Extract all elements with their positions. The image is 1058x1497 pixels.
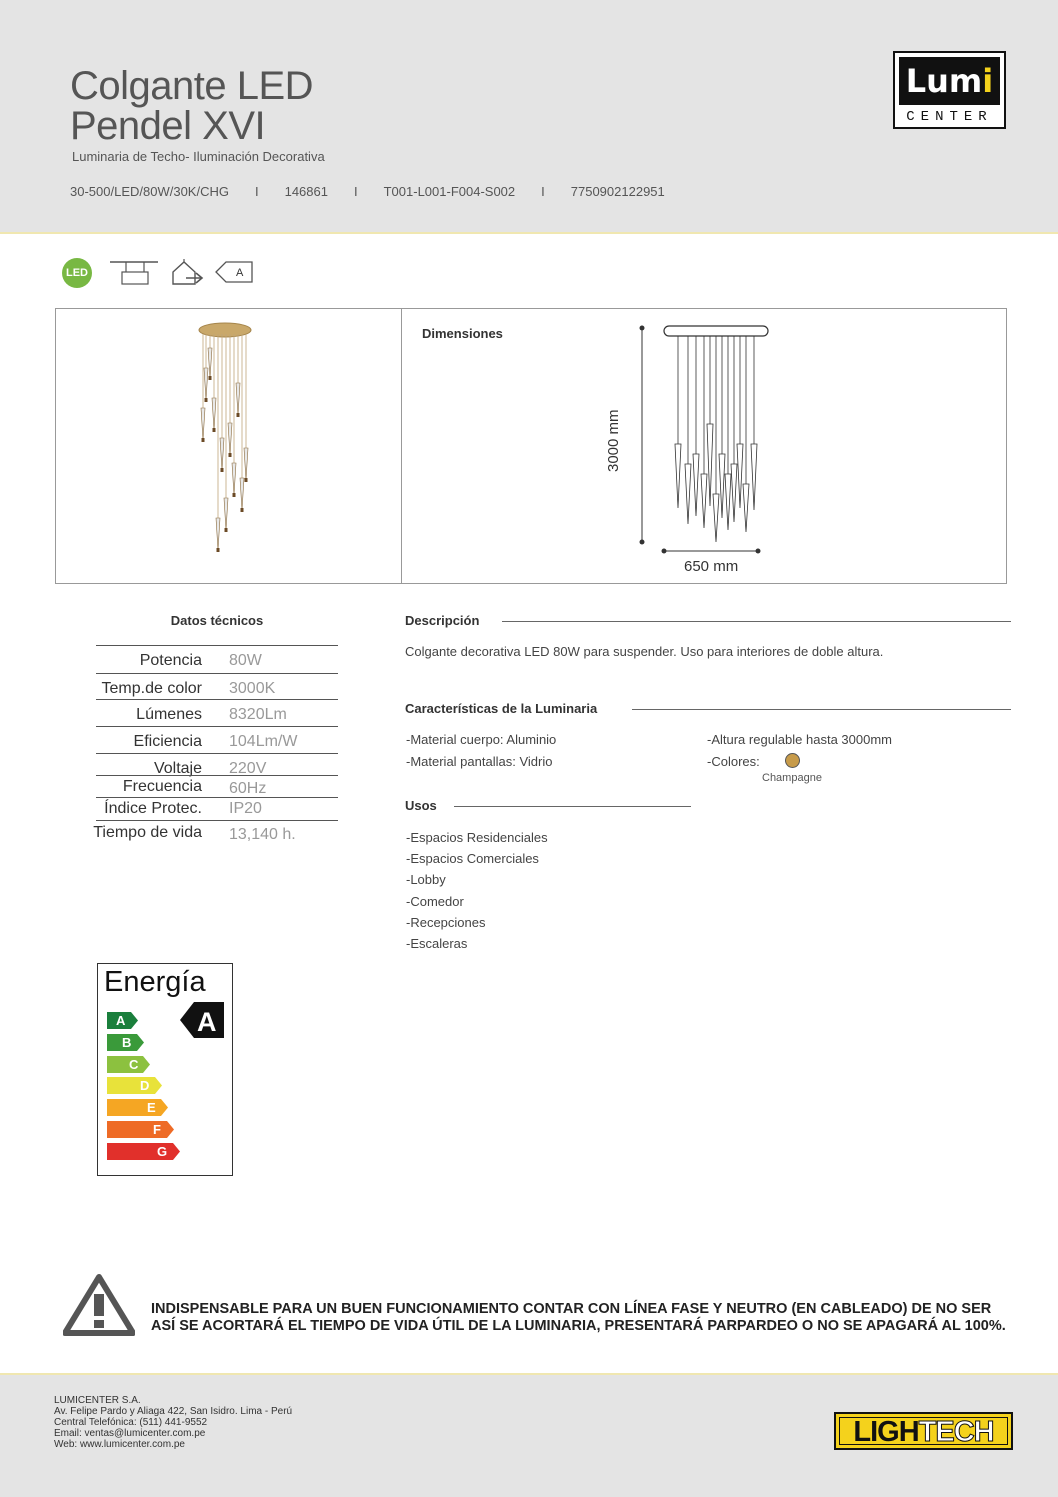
energy-bar-g [107,1143,180,1160]
lumicenter-logo [893,51,1006,129]
warning-icon [63,1274,135,1336]
spec-label: Tiempo de vida [93,824,202,841]
energy-bar-label: A [116,1013,126,1028]
title-line-1: Colgante LED [70,64,314,108]
lightech-logo [834,1412,1013,1450]
spec-label: Frecuencia [122,778,202,795]
uso-item: -Espacios Residenciales [406,830,548,845]
spec-row [93,820,338,846]
spec-row [96,797,338,820]
energy-bar-label: E [147,1100,156,1115]
spec-row [96,645,338,671]
caracteristicas-title: Características de la Luminaria [405,701,598,716]
energy-bar-e [107,1099,168,1116]
feature-item: -Altura regulable hasta 3000mm [707,732,892,747]
logo-top [899,57,1000,105]
color-swatch-champagne [785,753,800,768]
spec-row [96,726,338,752]
company-address: Av. Felipe Pardo y Aliaga 422, San Isidro. Lima - Perú [54,1406,293,1417]
code-separator: I [541,184,545,199]
uso-item: -Espacios Comerciales [406,851,539,866]
product-photo [180,318,270,574]
usos-title: Usos [405,798,437,813]
spec-value: 220V [229,760,267,777]
section-divider [632,709,1011,710]
logo-accent: i [982,62,994,100]
lightech-text-b: TECH [918,1416,994,1448]
section-divider [502,621,1011,622]
energy-icon-label: A [236,267,244,279]
title-line-2: Pendel XVI [70,104,266,148]
energy-bar-label: D [140,1078,150,1093]
color-swatch-label: Champagne [762,772,822,784]
spec-label: Potencia [139,652,202,669]
width-dimension: 650 mm [684,558,739,575]
energy-title: Energía [104,966,206,998]
spec-row [96,775,338,797]
spec-value: 80W [229,652,262,669]
spec-value: 104Lm/W [229,733,298,750]
product-divider [401,308,402,584]
energy-bar-f [107,1121,174,1138]
energy-class-icon [214,258,254,286]
energy-class-letter: A [197,1007,217,1037]
spec-label: Índice Protec. [104,800,202,817]
uso-item: -Lobby [406,872,446,887]
code-separator: I [254,184,259,199]
spec-value: 8320Lm [229,706,287,723]
feature-item: -Material pantallas: Vidrio [406,754,553,769]
company-web: Web: www.lumicenter.com.pe [54,1439,185,1450]
uso-item: -Escaleras [406,936,468,951]
datos-tecnicos-title: Datos técnicos [170,613,264,628]
spec-value: 60Hz [229,780,267,797]
page-title [70,66,313,146]
energy-bar-label: B [122,1035,132,1050]
feature-item: -Material cuerpo: Aluminio [406,732,557,747]
spec-label: Temp.de color [101,680,202,697]
energy-bar-d [107,1077,162,1094]
footer-contact [54,1395,292,1450]
product-code: 30-500/LED/80W/30K/CHG [70,184,229,199]
lightech-text-a: LIGH [853,1416,919,1448]
uso-item: -Comedor [406,894,464,909]
indoor-use-icon [170,258,206,286]
energy-bar-label: C [129,1057,139,1072]
energy-bar-label: F [153,1122,161,1137]
energy-scale [107,1011,187,1161]
product-codes [70,184,665,199]
uso-item: -Recepciones [406,915,486,930]
page-subtitle: Luminaria de Techo- Iluminación Decorativa [72,149,325,164]
company-name: LUMICENTER S.A. [54,1395,141,1406]
led-icon: LED [62,258,92,288]
product-code: 7750902122951 [570,184,665,199]
dimension-drawing [630,318,780,558]
spec-label: Lúmenes [136,706,202,723]
warning-text: INDISPENSABLE PARA UN BUEN FUNCIONAMIENTO CONTAR CON LÍNEA FASE Y NEUTRO (EN CABLEADO) DE NO SER ASÍ SE ACORTARÁ EL TIEMPO DE VIDA ÚTIL DE LA LUMINARIA, PRESENTARÁ PARPARDEO O NO SE APAGARÁ AL 100%. [151,1301,1006,1334]
energy-bar-label: G [157,1144,168,1159]
logo-text: Lum [905,62,983,100]
product-code: T001-L001-F004-S002 [383,184,516,199]
descripcion-text: Colgante decorativa LED 80W para suspender. Uso para interiores de doble altura. [405,644,884,659]
dimensions-title: Dimensiones [422,326,503,341]
company-email: Email: ventas@lumicenter.com.pe [54,1428,206,1439]
spec-label: Eficiencia [133,733,202,750]
spec-row [96,673,338,699]
ceiling-mount-icon [108,258,160,286]
code-separator: I [353,184,358,199]
feature-item: -Colores: [707,754,760,769]
lightech-logo-inner [839,1416,1008,1448]
company-phone: Central Telefónica: (511) 441-9552 [54,1417,208,1428]
spec-label: Voltaje [153,760,202,777]
spec-value: IP20 [229,800,262,817]
descripcion-title: Descripción [405,613,480,628]
spec-value: 13,140 h. [229,826,296,843]
section-divider [454,806,691,807]
logo-bottom: CENTER [906,109,993,125]
spec-row [96,753,338,775]
height-dimension: 3000 mm [605,409,622,472]
spec-value: 3000K [229,680,276,697]
product-code: 146861 [284,184,328,199]
spec-row [96,699,338,725]
